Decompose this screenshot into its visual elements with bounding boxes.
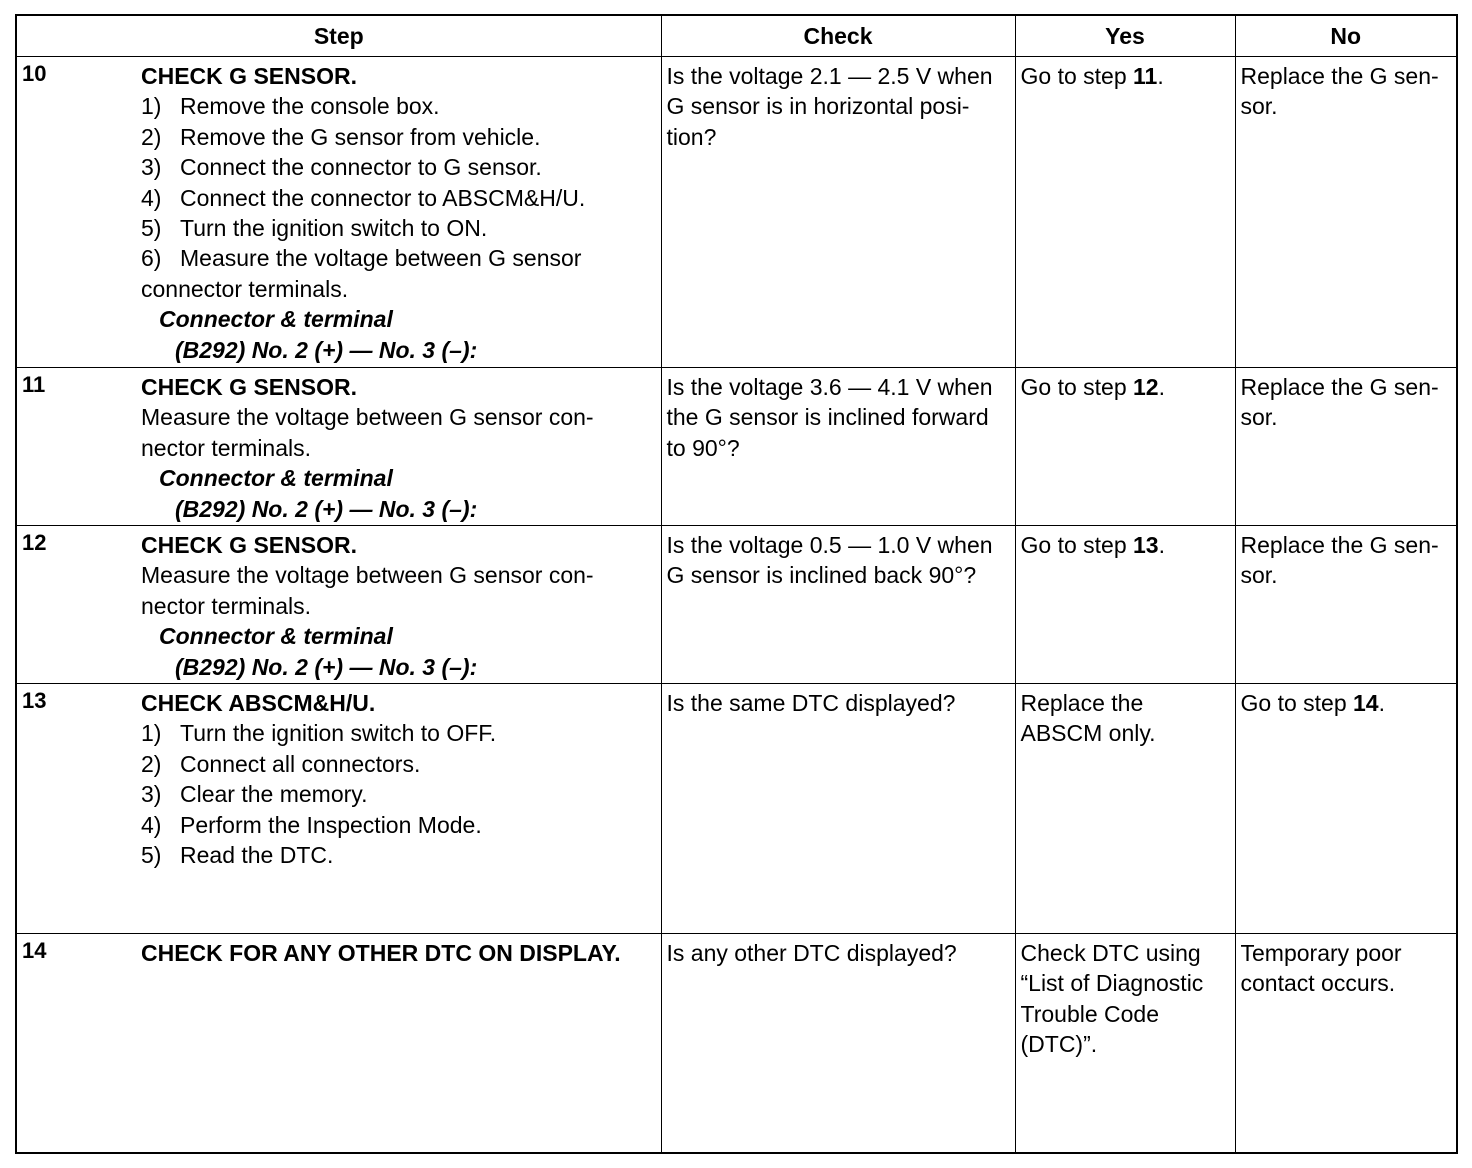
check-text: tion? bbox=[666, 123, 717, 150]
list-item: 4) Connect the connector to ABSCM&H/U. bbox=[141, 184, 586, 211]
step-title: CHECK G SENSOR. bbox=[141, 374, 357, 400]
connector-label: Connector & terminal bbox=[159, 623, 393, 650]
list-item: 4) Perform the Inspection Mode. bbox=[141, 811, 482, 838]
step-description: Measure the voltage between G sensor con- bbox=[141, 562, 594, 589]
no-text: sor. bbox=[1240, 93, 1278, 120]
header-step: Step bbox=[16, 15, 661, 57]
list-item-continuation: connector terminals. bbox=[141, 275, 349, 302]
connector-value: (B292) No. 2 (+) — No. 3 (–): bbox=[175, 495, 478, 522]
check-text: the G sensor is inclined forward bbox=[666, 404, 989, 431]
no-text: sor. bbox=[1240, 404, 1278, 431]
header-no: No bbox=[1235, 15, 1457, 57]
no-cell bbox=[1235, 934, 1457, 1153]
step-title: CHECK G SENSOR. bbox=[141, 63, 357, 89]
check-text: Is the same DTC displayed? bbox=[666, 690, 956, 716]
check-text: Is any other DTC displayed? bbox=[666, 940, 957, 966]
step-title: CHECK G SENSOR. bbox=[141, 532, 357, 558]
yes-text: Replace the bbox=[1020, 690, 1144, 716]
step-description: Measure the voltage between G sensor con- bbox=[141, 404, 594, 431]
list-item: 5) Turn the ignition switch to ON. bbox=[141, 215, 488, 242]
yes-cell bbox=[1015, 684, 1235, 934]
step-link: 12 bbox=[1133, 374, 1159, 400]
step-cell bbox=[16, 57, 661, 368]
step-number: 13 bbox=[22, 688, 47, 713]
connector-value: (B292) No. 2 (+) — No. 3 (–): bbox=[175, 336, 478, 363]
step-title: CHECK ABSCM&H/U. bbox=[141, 690, 376, 716]
check-text: Is the voltage 3.6 — 4.1 V when bbox=[666, 374, 993, 400]
step-link: 11 bbox=[1133, 63, 1158, 89]
no-text: contact occurs. bbox=[1240, 970, 1396, 997]
step-cell bbox=[16, 368, 661, 526]
no-text: Temporary poor bbox=[1240, 940, 1402, 966]
yes-cell bbox=[1015, 934, 1235, 1153]
check-text: G sensor is in horizontal posi- bbox=[666, 93, 970, 120]
step-number: 10 bbox=[22, 61, 47, 86]
step-description: nector terminals. bbox=[141, 592, 312, 619]
no-cell bbox=[1235, 368, 1457, 526]
step-number: 14 bbox=[22, 938, 47, 963]
step-number: 11 bbox=[22, 372, 46, 397]
step-number: 12 bbox=[22, 530, 47, 555]
list-item: 2) Remove the G sensor from vehicle. bbox=[141, 123, 541, 150]
yes-text: “List of Diagnostic bbox=[1020, 970, 1204, 997]
table-row bbox=[16, 368, 1457, 526]
step-title: CHECK FOR ANY OTHER DTC ON DISPLAY. bbox=[141, 940, 621, 966]
table-row bbox=[16, 934, 1457, 1153]
step-cell bbox=[16, 684, 661, 934]
yes-text: Trouble Code bbox=[1020, 1000, 1160, 1027]
list-item: 3) Connect the connector to G sensor. bbox=[141, 154, 542, 181]
header-yes: Yes bbox=[1015, 15, 1235, 57]
no-text: sor. bbox=[1240, 562, 1278, 589]
check-cell bbox=[661, 368, 1015, 526]
yes-cell: Go to step 11. bbox=[1015, 57, 1235, 368]
no-cell: Go to step 14. bbox=[1235, 684, 1457, 934]
table-row bbox=[16, 57, 1457, 368]
yes-text: ABSCM only. bbox=[1020, 720, 1156, 747]
step-cell bbox=[16, 526, 661, 684]
list-item: 1) Remove the console box. bbox=[141, 93, 440, 120]
check-cell bbox=[661, 526, 1015, 684]
no-text: Replace the G sen- bbox=[1240, 532, 1439, 558]
yes-text: (DTC)”. bbox=[1020, 1031, 1098, 1058]
table-row bbox=[16, 526, 1457, 684]
connector-label: Connector & terminal bbox=[159, 306, 393, 333]
list-item: 5) Read the DTC. bbox=[141, 842, 334, 869]
yes-text: Check DTC using bbox=[1020, 940, 1201, 966]
list-item: 2) Connect all connectors. bbox=[141, 750, 421, 777]
no-text: Replace the G sen- bbox=[1240, 374, 1439, 400]
yes-cell: Go to step 13. bbox=[1015, 526, 1235, 684]
step-link: 14 bbox=[1353, 690, 1379, 716]
check-text: G sensor is inclined back 90°? bbox=[666, 562, 977, 589]
check-text: Is the voltage 2.1 — 2.5 V when bbox=[666, 63, 993, 89]
no-cell bbox=[1235, 57, 1457, 368]
yes-cell: Go to step 12. bbox=[1015, 368, 1235, 526]
header-check: Check bbox=[661, 15, 1015, 57]
step-link: 13 bbox=[1133, 532, 1159, 558]
check-text: Is the voltage 0.5 — 1.0 V when bbox=[666, 532, 993, 558]
diagnostic-table bbox=[15, 14, 1458, 1154]
check-cell bbox=[661, 934, 1015, 1153]
list-item: 6) Measure the voltage between G sensor bbox=[141, 245, 582, 272]
header-row bbox=[16, 15, 1457, 57]
list-item: 3) Clear the memory. bbox=[141, 781, 368, 808]
connector-label: Connector & terminal bbox=[159, 465, 393, 492]
step-description: nector terminals. bbox=[141, 434, 312, 461]
check-cell bbox=[661, 57, 1015, 368]
check-cell bbox=[661, 684, 1015, 934]
connector-value: (B292) No. 2 (+) — No. 3 (–): bbox=[175, 653, 478, 680]
list-item: 1) Turn the ignition switch to OFF. bbox=[141, 720, 497, 747]
no-cell bbox=[1235, 526, 1457, 684]
check-text: to 90°? bbox=[666, 434, 740, 461]
step-cell bbox=[16, 934, 661, 1153]
no-text: Replace the G sen- bbox=[1240, 63, 1439, 89]
table-row bbox=[16, 684, 1457, 934]
